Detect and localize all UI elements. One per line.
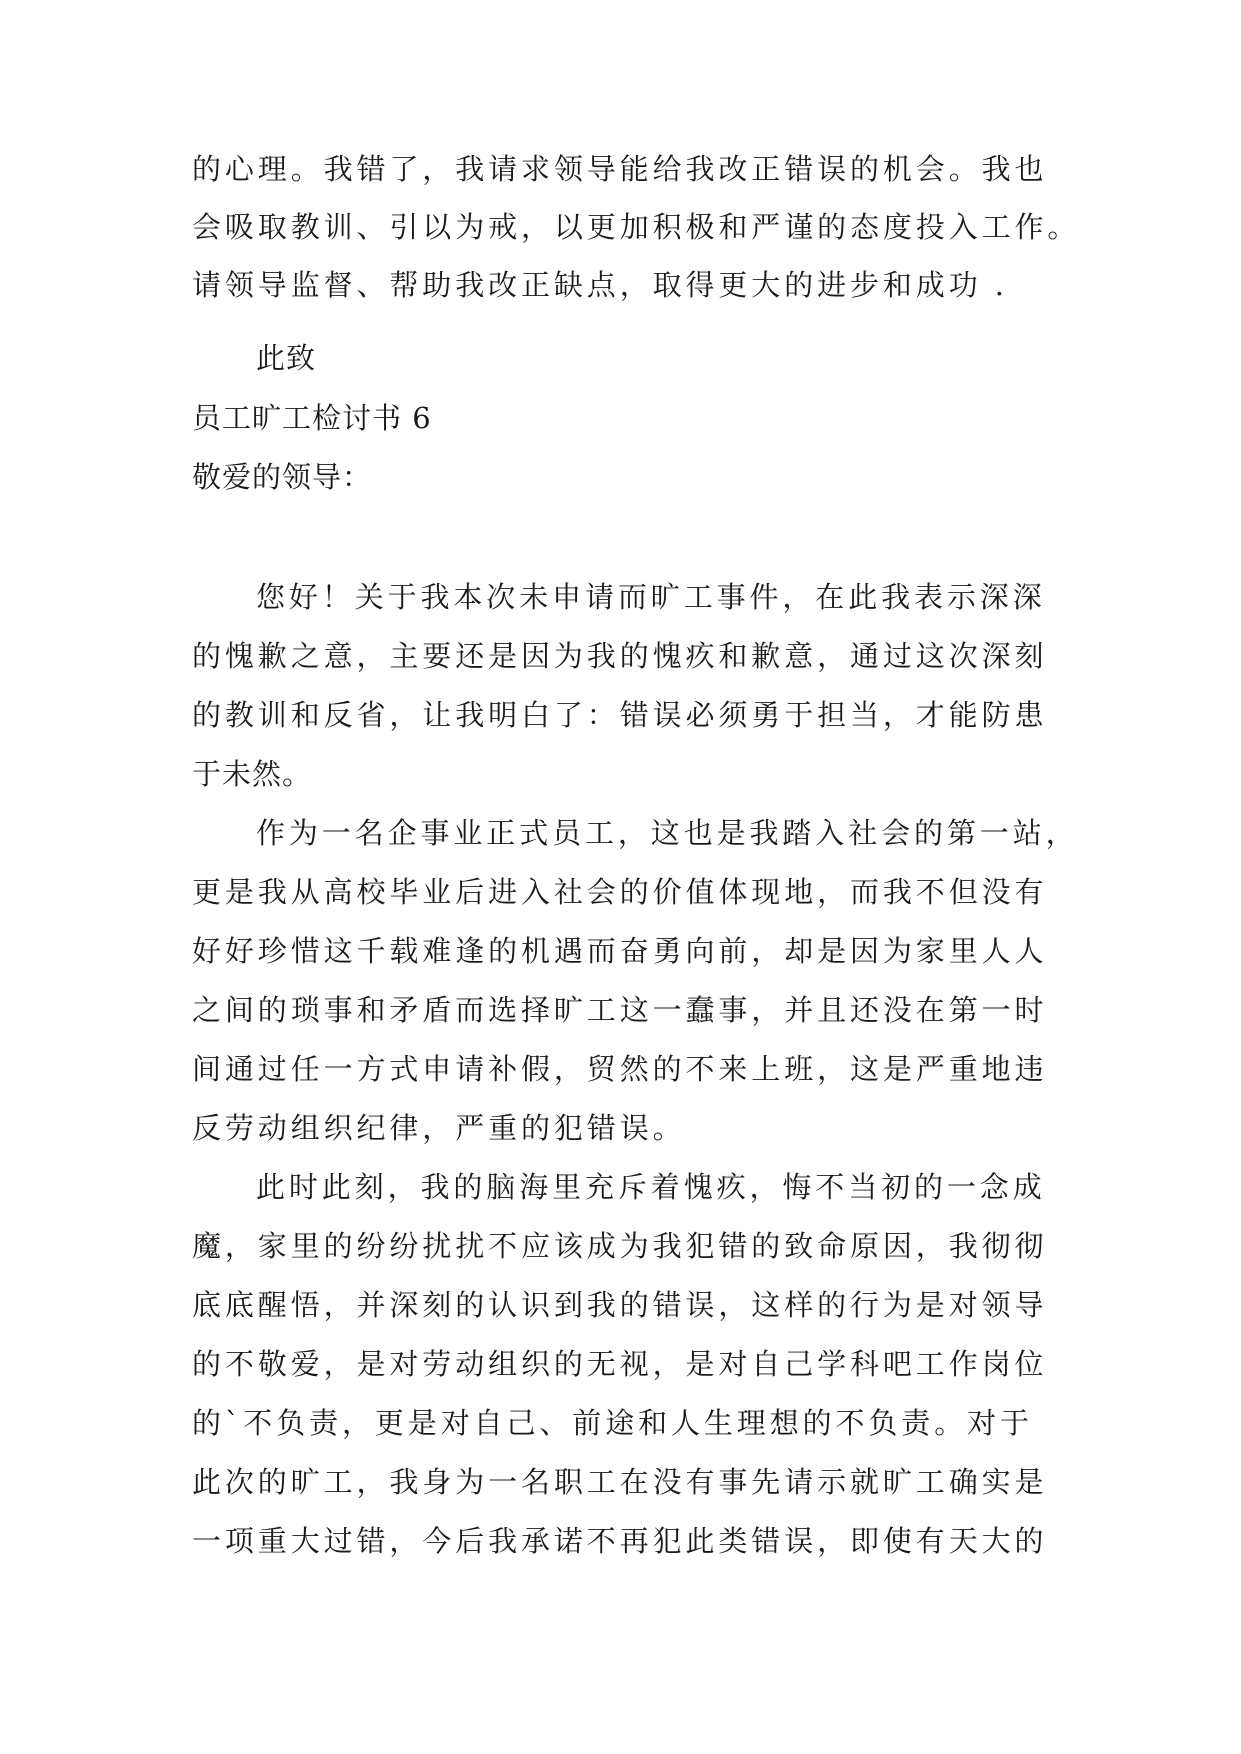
text-line: 更是我从高校毕业后进入社会的价值体现地，而我不但没有 [192, 875, 1048, 909]
text-line: 间通过任一方式申请补假，贸然的不来上班，这是严重地违 [192, 1052, 1048, 1086]
text-line: 您好！关于我本次未申请而旷工事件，在此我表示深深 [256, 580, 1046, 614]
text-line: 魔，家里的纷纷扰扰不应该成为我犯错的致命原因，我彻彻 [192, 1229, 1048, 1263]
text-line: 会吸取教训、引以为戒，以更加积极和严谨的态度投入工作。 [192, 210, 1081, 244]
closing-salutation: 此致 [256, 341, 317, 375]
text-line: 的`不负责，更是对自己、前途和人生理想的不负责。对于 [192, 1406, 1033, 1440]
text-line: 作为一名企事业正式员工，这也是我踏入社会的第一站， [256, 816, 1079, 850]
text-line: 的教训和反省，让我明白了：错误必须勇于担当，才能防患 [192, 698, 1048, 732]
text-line: 请领导监督、帮助我改正缺点，取得更大的进步和成功 . [192, 268, 1008, 302]
text-line: 底底醒悟，并深刻的认识到我的错误，这样的行为是对领导 [192, 1288, 1048, 1322]
section-title: 员工旷工检讨书 6 [192, 401, 432, 435]
greeting: 敬爱的领导： [192, 460, 373, 494]
text-line: 反劳动组织纪律，严重的犯错误。 [192, 1111, 686, 1145]
text-line: 一项重大过错，今后我承诺不再犯此类错误，即使有天大的 [192, 1524, 1048, 1558]
text-line: 此时此刻，我的脑海里充斥着愧疚，悔不当初的一念成 [256, 1170, 1046, 1204]
text-line: 的心理。我错了，我请求领导能给我改正错误的机会。我也 [192, 152, 1048, 186]
text-line: 好好珍惜这千载难逢的机遇而奋勇向前，却是因为家里人人 [192, 934, 1048, 968]
text-line: 之间的琐事和矛盾而选择旷工这一蠢事，并且还没在第一时 [192, 993, 1048, 1027]
text-line: 此次的旷工，我身为一名职工在没有事先请示就旷工确实是 [192, 1465, 1048, 1499]
text-line: 的不敬爱，是对劳动组织的无视，是对自己学科吧工作岗位 [192, 1347, 1048, 1381]
text-line: 的愧歉之意，主要还是因为我的愧疚和歉意，通过这次深刻 [192, 639, 1048, 673]
text-line: 于未然。 [192, 757, 313, 791]
